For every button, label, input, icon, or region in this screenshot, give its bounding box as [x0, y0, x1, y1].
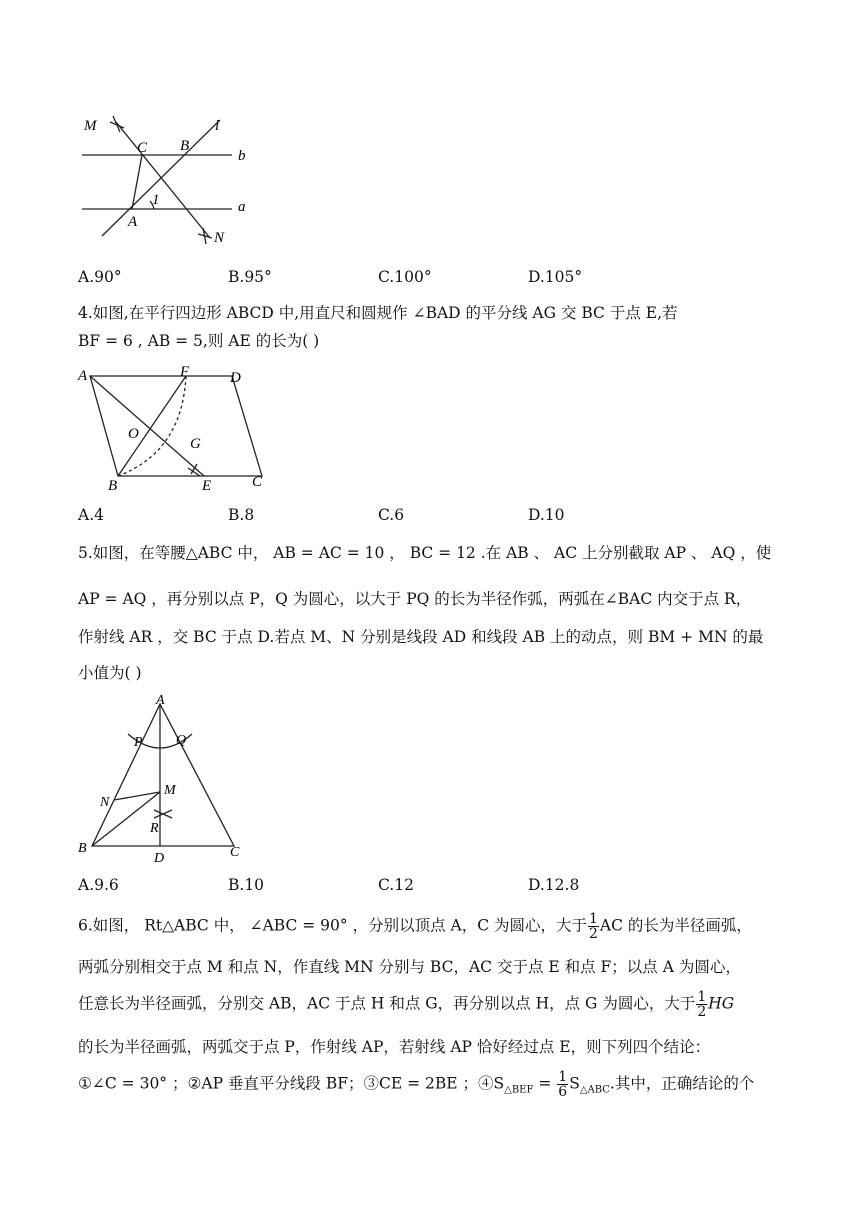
q6-fraction-sixth: [557, 1070, 568, 1099]
q6-sub-bef: △BEF: [504, 1084, 534, 1096]
q6-frac3-den: 6: [558, 1084, 568, 1100]
q4-label-G: G: [190, 436, 201, 452]
q3-label-b: b: [238, 148, 246, 164]
q5-line3: 作射线 AR ，交 BC 于点 D.若点 M、N 分别是线段 AD 和线段 AB 上的动点，则 BM + MN 的最: [78, 628, 764, 646]
q6-fraction-half: [588, 912, 599, 941]
q6-line5-part-d: .其中，正确结论的个: [609, 1074, 755, 1093]
q5-option-c: C.12: [378, 876, 414, 894]
q6-frac1-num: 1: [589, 911, 598, 927]
q5-label-Q: Q: [176, 733, 187, 748]
q5-label-P: P: [134, 735, 143, 750]
q3-option-b: B.95°: [228, 268, 272, 286]
q4-label-B: B: [108, 478, 118, 494]
q4-label-C: C: [252, 474, 263, 490]
q6-line3: [78, 990, 734, 1019]
q5-label-N: N: [100, 795, 110, 810]
q6-sub-abc: △ABC: [579, 1084, 610, 1096]
q4-label-O: O: [128, 426, 139, 442]
q6-line3-part-b: HG: [708, 994, 735, 1013]
q3-label-a: a: [238, 199, 246, 215]
q5-line2: AP = AQ ，再分别以点 P，Q 为圆心，以大于 PQ 的长为半径作弧，两弧在∠BAC 内交于点 R，: [78, 590, 752, 608]
q4-line1: 4.如图,在平行四边形 ABCD 中,用直尺和圆规作 ∠BAD 的平分线 AG 交 BC 于点 E,若: [78, 304, 678, 322]
q6-frac2-num: 1: [697, 989, 707, 1005]
q4-label-D: D: [230, 370, 241, 386]
q5-option-d: D.12.8: [528, 876, 580, 894]
q4-option-a: A.4: [78, 506, 104, 524]
q5-label-R: R: [150, 821, 159, 836]
q6-frac2-den: 2: [697, 1004, 707, 1020]
q5-line1: 5.如图，在等腰△ABC 中， AB = AC = 10 ， BC = 12 .在 AB 、 AC 上分别截取 AP 、 AQ ，使: [78, 544, 772, 562]
q5-option-a: A.9.6: [78, 876, 119, 894]
q5-figure: [74, 694, 254, 866]
q3-label-M: M: [84, 118, 97, 134]
q4-label-E: E: [202, 478, 212, 494]
q3-label-l: l: [215, 118, 220, 134]
q5-label-C: C: [230, 845, 240, 860]
q5-label-B: B: [78, 841, 87, 856]
q6-line5-part-a: ①∠C = 30° ；②AP 垂直平分线段 BF；③CE = 2BE ；④S: [78, 1074, 505, 1093]
q3-figure: [70, 110, 270, 250]
q5-label-A: A: [156, 694, 165, 708]
q5-option-b: B.10: [228, 876, 265, 894]
q3-label-N: N: [214, 230, 225, 246]
q4-label-A: A: [78, 368, 88, 384]
q6-line5-part-b: =: [533, 1074, 557, 1093]
q3-label-C: C: [137, 140, 148, 156]
q5-line4: 小值为( ): [78, 664, 142, 682]
q6-line1: [78, 912, 752, 941]
q4-option-b: B.8: [228, 506, 255, 524]
q6-line4: 的长为半径画弧，两弧交于点 P，作射线 AP，若射线 AP 恰好经过点 E，则下列四个结论：: [78, 1038, 711, 1056]
q6-line2: 两弧分别相交于点 M 和点 N，作直线 MN 分别与 BC，AC 交于点 E 和点 F；以点 A 为圆心，: [78, 958, 741, 976]
q5-label-M: M: [164, 783, 176, 798]
q6-frac3-num: 1: [558, 1069, 568, 1085]
q4-option-d: D.10: [528, 506, 565, 524]
q3-label-A: A: [128, 214, 138, 230]
q3-option-d: D.105°: [528, 268, 583, 286]
q3-label-B: B: [180, 138, 190, 154]
q6-line1-part-a: 6.如图， Rt△ABC 中， ∠ABC = 90° ，分别以顶点 A，C 为圆心，大于: [78, 916, 587, 935]
q4-figure: [72, 362, 292, 494]
q6-line1-part-b: AC 的长为半径画弧，: [599, 916, 752, 935]
q5-label-D: D: [154, 851, 165, 866]
q3-label-1: 1: [152, 192, 160, 208]
q3-option-a: A.90°: [78, 268, 122, 286]
q4-line2: BF = 6 , AB = 5,则 AE 的长为( ): [78, 332, 320, 350]
q6-line5: [78, 1070, 754, 1102]
q6-fraction-half-2: [696, 990, 707, 1019]
q6-line5-part-c: S: [569, 1074, 580, 1093]
q4-label-F: F: [180, 364, 190, 380]
q4-option-c: C.6: [378, 506, 405, 524]
q3-option-c: C.100°: [378, 268, 432, 286]
q6-frac1-den: 2: [589, 926, 598, 942]
q6-line3-part-a: 任意长为半径画弧，分别交 AB，AC 于点 H 和点 G，再分别以点 H，点 G 为圆心，大于: [78, 994, 696, 1013]
